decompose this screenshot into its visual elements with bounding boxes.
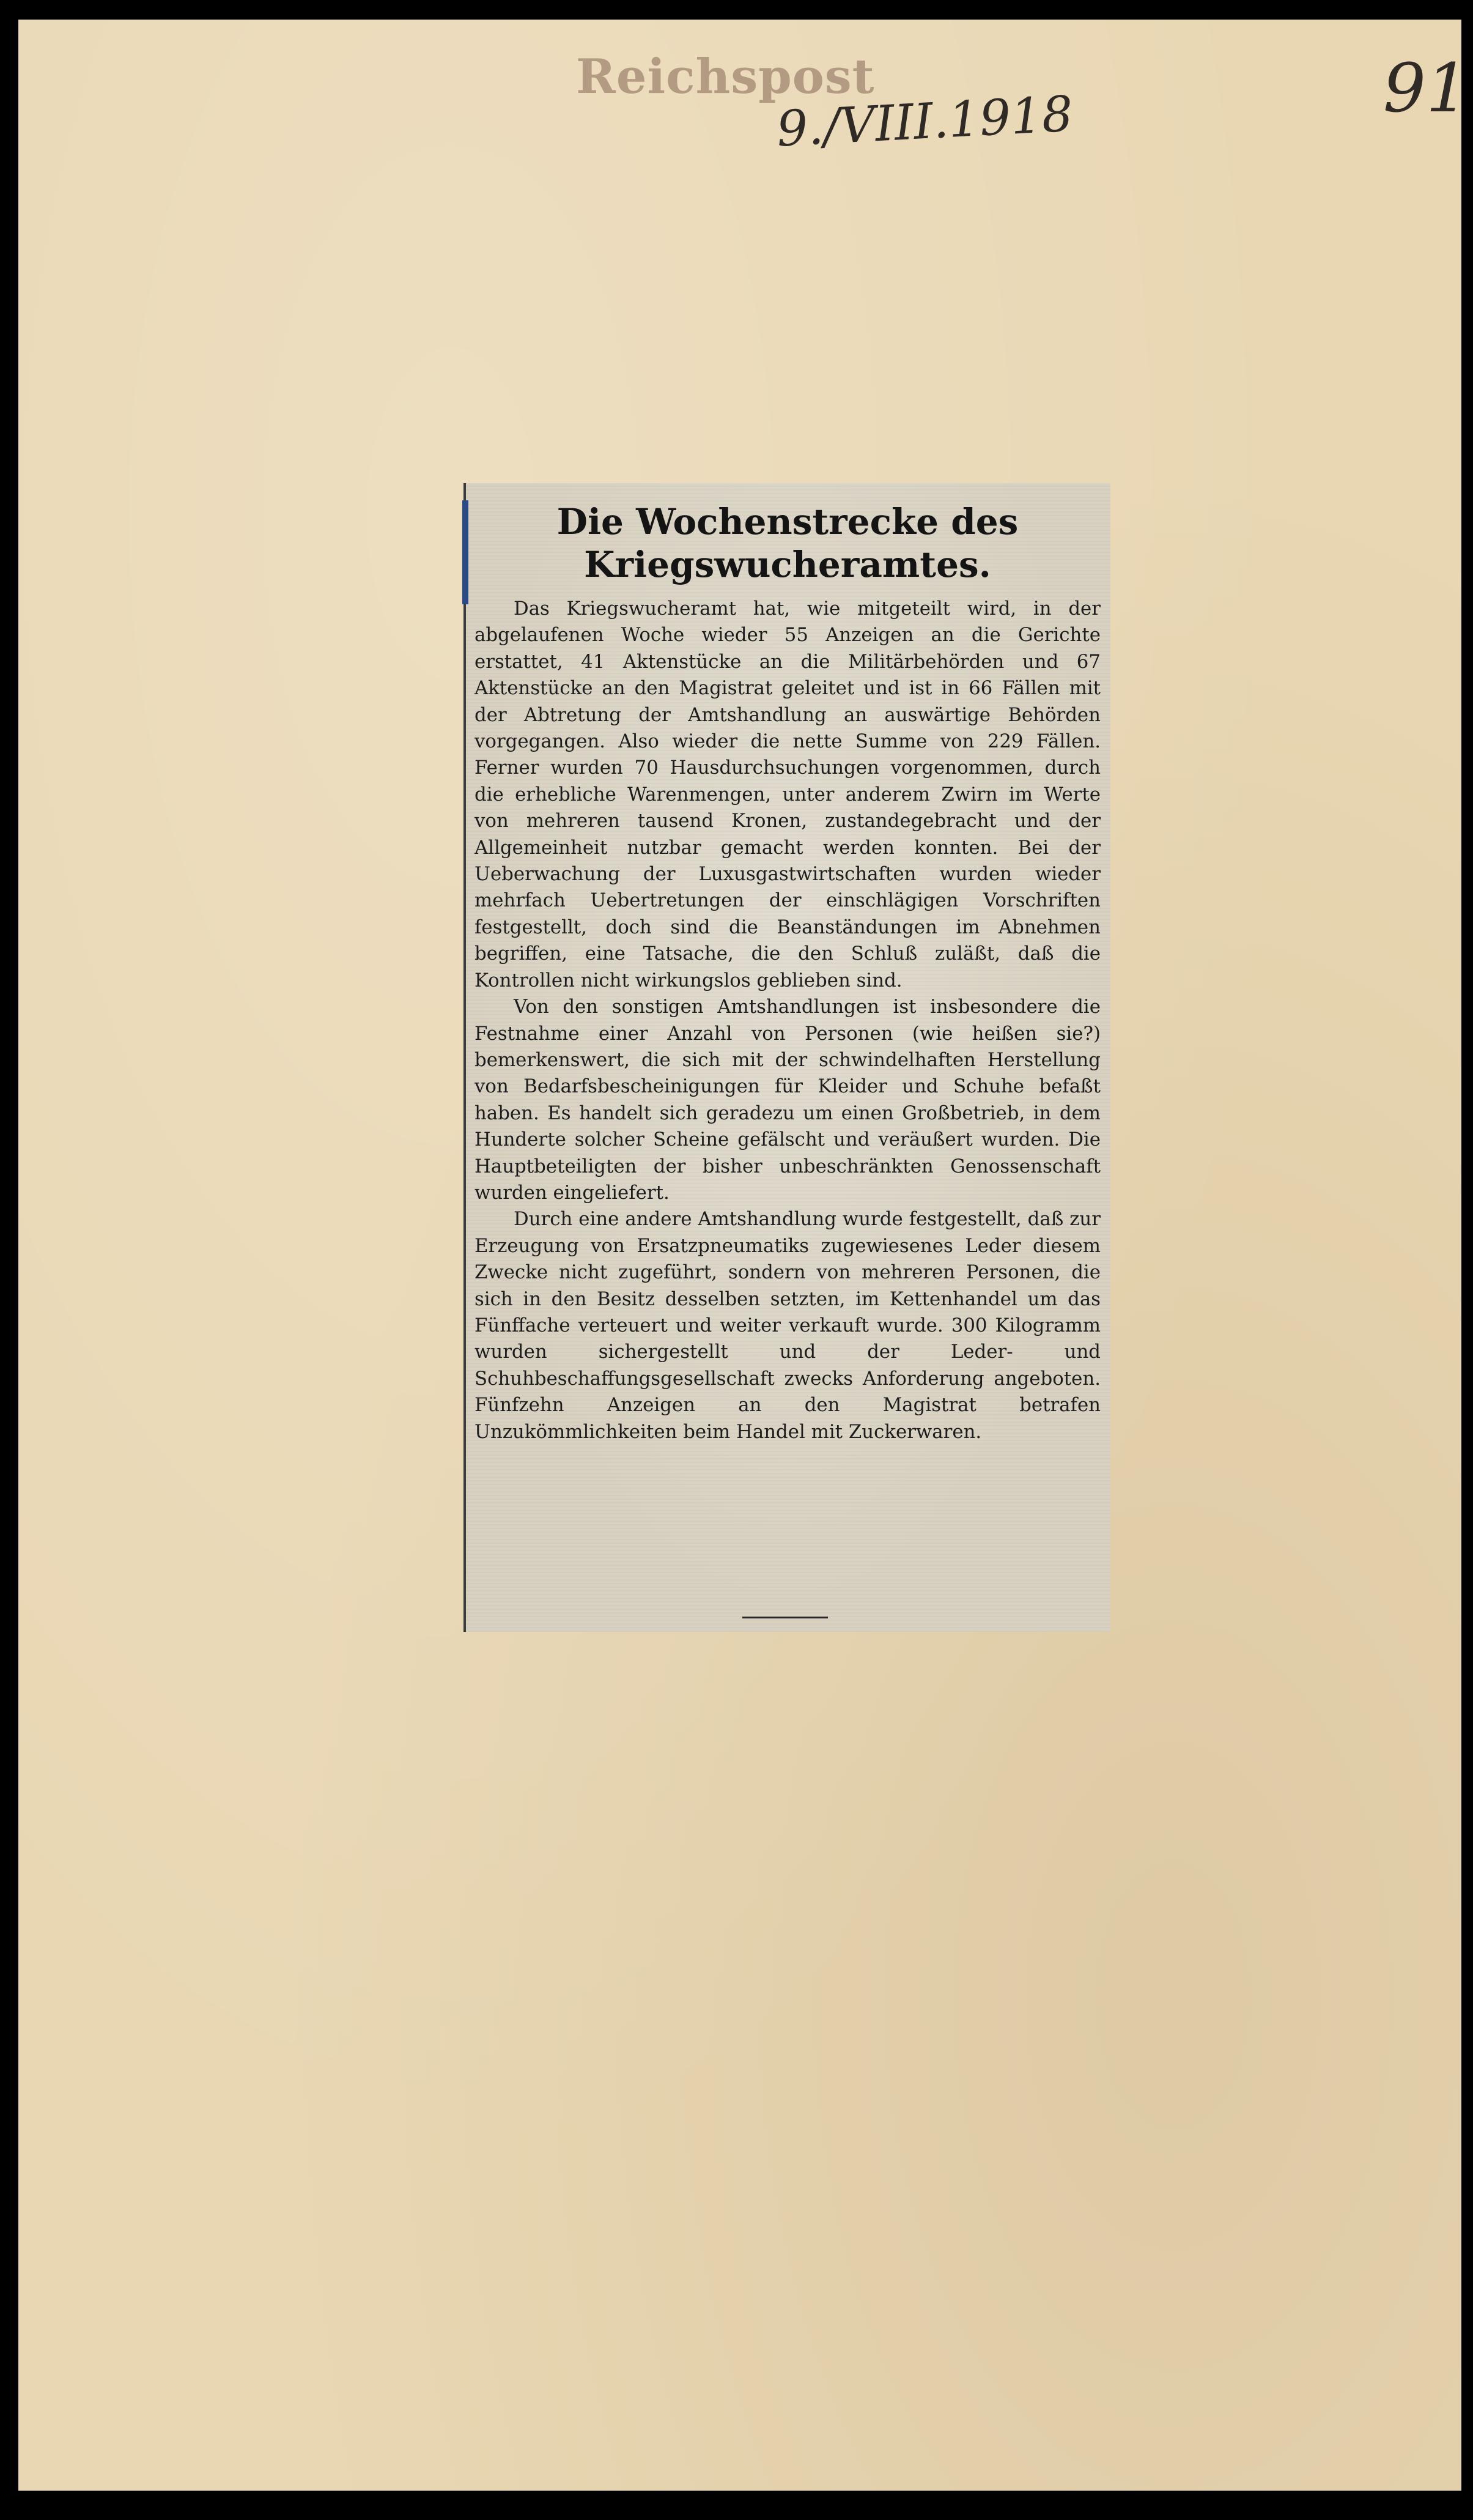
- article-paragraph-3: Durch eine andere Amtshandlung wurde festgestellt, daß zur Erzeugung von Ersatzpneumatiks zugewiesenes Leder diesem Zwecke nicht zugeführt, sondern von mehreren Personen, die sich in den Besitz desselben setzten, im Kettenhandel um das Fünffache verteuert und weiter verkauft wurde. 300 Kilogramm wurden sichergestellt und der Leder- und Schuhbeschaffungsgesellschaft zwecks Anforderung angeboten. Fünfzehn Anzeigen an den Magistrat betrafen Unzukömmlichkeiten beim Handel mit Zuckerwaren.: [474, 1208, 1101, 1443]
- newspaper-stamp: Reichspost: [576, 49, 875, 105]
- article-paragraph-2: Von den sonstigen Amtshandlungen ist insbesondere die Festnahme einer Anzahl von Personen (wie heißen sie?) bemerkenswert, die sich mit der schwindelhaften Herstellung von Bedarfsbescheinigungen für Kleider und Schuhe befaßt haben. Es handelt sich geradezu um einen Großbetrieb, in dem Hunderte solcher Scheine gefälscht und veräußert wurden. Die Hauptbeteiligten der bisher unbeschränkten Genossenschaft wurden eingeliefert.: [474, 996, 1101, 1204]
- article-body: [474, 596, 1101, 1445]
- archive-number: 91: [1383, 49, 1469, 127]
- clipping-margin-mark: [462, 500, 468, 604]
- article-end-rule: [742, 1617, 828, 1618]
- handwritten-date: 9./VIII.1918: [775, 85, 1074, 158]
- article-paragraph-1: Das Kriegswucheramt hat, wie mitgeteilt wird, in der abgelaufenen Woche wieder 55 Anzeigen an die Gerichte erstattet, 41 Aktenstücke an die Militärbehörden und 67 Aktenstücke an den Magistrat geleitet und ist in 66 Fällen mit der Abtretung der Amtshandlung an auswärtige Behörden vorgegangen. Also wieder die nette Summe von 229 Fällen. Ferner wurden 70 Hausdurchsuchungen vorgenommen, durch die erhebliche Warenmengen, unter anderem Zwirn im Werte von mehreren tausend Kronen, zustandegebracht und der Allgemeinheit nutzbar gemacht werden konnten. Bei der Ueberwachung der Luxusgastwirtschaften wurden wieder mehrfach Uebertretungen der einschlägigen Vorschriften festgestellt, doch sind die Beanständungen im Abnehmen begriffen, eine Tatsache, die den Schluß zuläßt, daß die Kontrollen nicht wirkungslos geblieben sind.: [474, 598, 1101, 991]
- article-headline: Die Wochenstrecke des Kriegswucheramtes.: [556, 501, 1019, 585]
- archive-sheet: [18, 20, 1469, 2491]
- newspaper-clipping: [463, 483, 1110, 1632]
